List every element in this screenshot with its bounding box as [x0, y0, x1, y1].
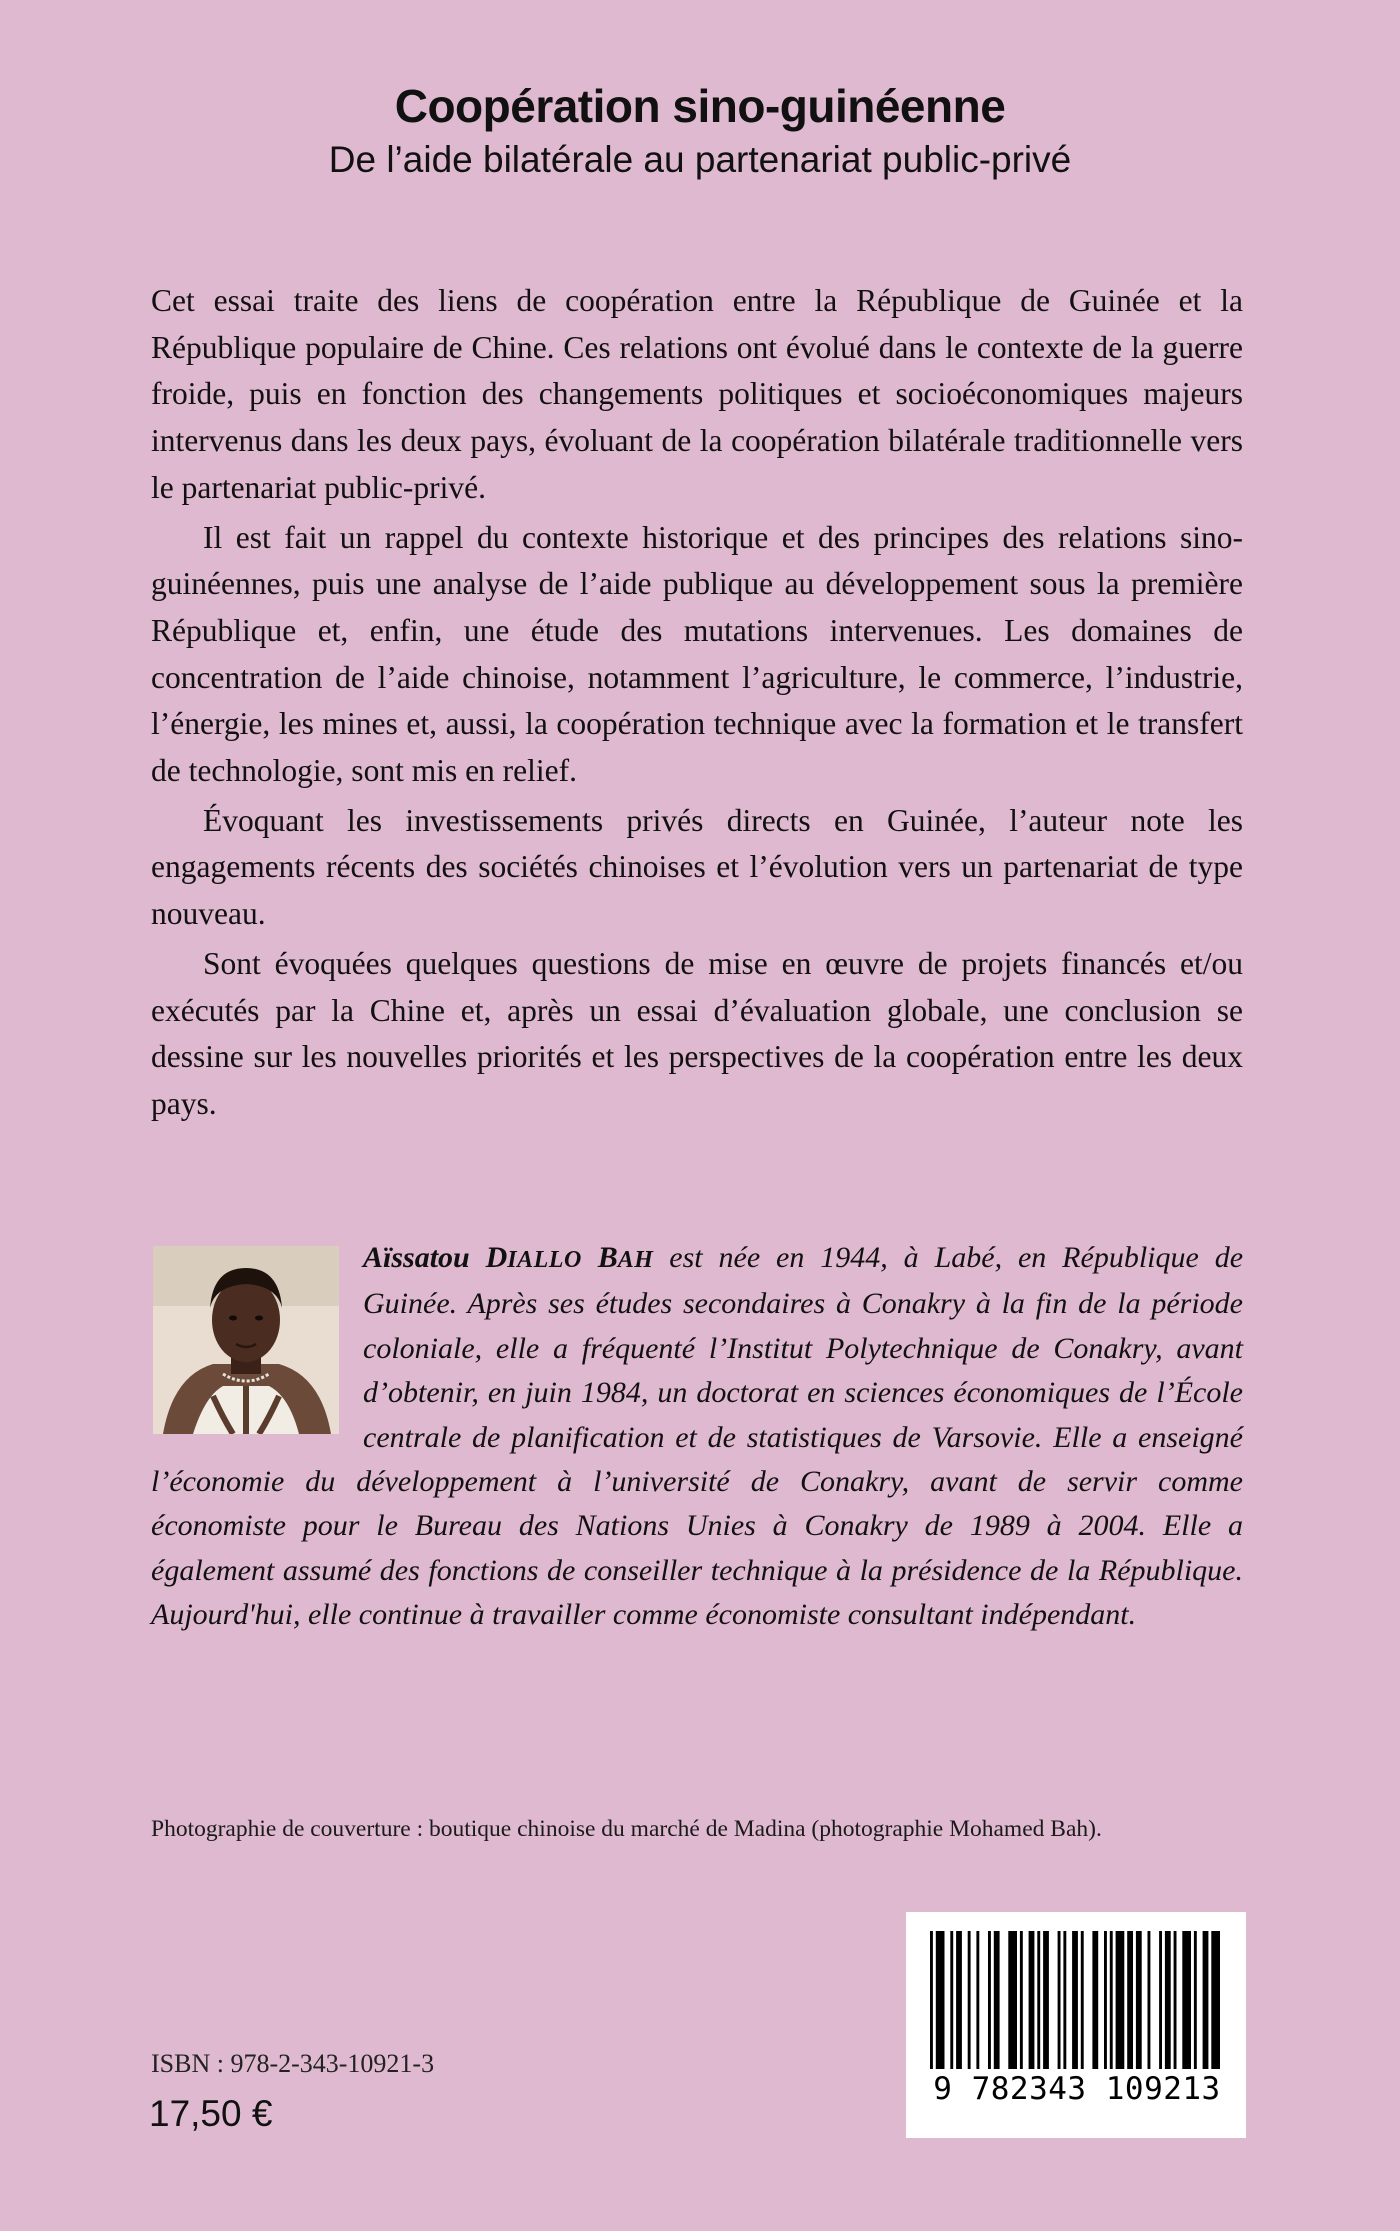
back-cover-blurb — [151, 278, 1243, 1131]
barcode-bar — [936, 1931, 945, 2069]
barcode-digits: 9 782343 109213 — [933, 2071, 1221, 2107]
blurb-paragraph: Il est fait un rappel du contexte historique et des principes des relations sino-guinéennes, puis une analyse de l’aide publique au développement sous la première République et, enfin, une étude des mutations intervenues. Les domaines de concentration de l’aide chinoise, notamment l’agriculture, le commerce, l’industrie, l’énergie, les mines et, aussi, la coopération technique avec la formation et le transfert de technologie, sont mis en relief. — [151, 519, 1243, 789]
barcode-bar — [930, 1931, 933, 2069]
barcode-bar — [956, 1931, 962, 2069]
barcode-bar — [968, 1931, 971, 2069]
photo-credit: Photographie de couverture : boutique chinoise du marché de Madina (photographie Mohamed Bah). — [151, 1816, 1102, 1842]
barcode-bar — [1116, 1931, 1125, 2069]
barcode-icon — [926, 1931, 1226, 2071]
barcode-bar — [1136, 1931, 1142, 2069]
barcode-bar — [1029, 1931, 1035, 2069]
barcode-bar — [988, 1931, 991, 2069]
blurb-paragraph: Cet essai traite des liens de coopération entre la République de Guinée et la République populaire de Chine. Ces relations ont évolué dans le contexte de la guerre froide, puis en fonction des changements politiques et socioéconomiques majeurs intervenus dans les deux pays, évoluant de la coopération bilatérale traditionnelle vers le partenariat public-privé. — [151, 283, 1243, 505]
barcode-bar — [1043, 1931, 1049, 2069]
barcode-bar — [1110, 1931, 1113, 2069]
blurb-paragraph: Sont évoquées quelques questions de mise en œuvre de projets financés et/ou exécutés par la Chine et, après un essai d’évaluation globale, une conclusion se dessine sur les nouvelles priorités et les perspectives de la coopération entre les deux pays. — [151, 945, 1243, 1121]
barcode-bar — [1211, 1931, 1220, 2069]
barcode-bar — [950, 1931, 953, 2069]
author-name: Aïssatou DIALLO BAH — [363, 1241, 654, 1274]
book-subtitle: De l’aide bilatérale au partenariat public-privé — [328, 139, 1072, 180]
barcode-bar — [1174, 1931, 1177, 2069]
barcode-bar — [1008, 1931, 1017, 2069]
price: 17,50 € — [149, 2093, 273, 2134]
barcode-bar — [1182, 1931, 1191, 2069]
barcode-bar — [1159, 1931, 1162, 2069]
barcode-bar — [994, 1931, 1000, 2069]
author-bio — [151, 1236, 1243, 1638]
barcode-bar — [1104, 1931, 1107, 2069]
barcode-bar — [1063, 1931, 1066, 2069]
author-bio-text: est née en 1944, à Labé, en République de Guinée. Après ses études secondaires à Conakry à la fin de la période coloniale, elle a fréquenté l’Institut Polytechnique de Conakry, avant d’obtenir, en juin 1984, un doctorat en sciences économiques de l’École centrale de planification et de statistiques de Varsovie. Elle a enseigné l’économie du développement à l’université de Conakry, avant de servir comme économiste pour le Bureau des Nations Unies à Conakry de 1989 à 2004. Elle a également assumé des fonctions de conseiller technique à la présidence de la République. Aujourd'hui, elle continue à travailler comme économiste consultant indépendant. — [151, 1241, 1244, 1632]
barcode-bar — [1081, 1931, 1084, 2069]
title-block — [0, 78, 1400, 184]
barcode-bar — [1037, 1931, 1040, 2069]
book-title: Coopération sino-guinéenne — [394, 80, 1006, 132]
barcode-bar — [976, 1931, 979, 2069]
author-photo — [153, 1246, 339, 1434]
barcode-bar — [1148, 1931, 1151, 2069]
isbn-barcode — [906, 1912, 1246, 2138]
barcode-bar — [1203, 1931, 1209, 2069]
barcode-bar — [1092, 1931, 1098, 2069]
barcode-bar — [1127, 1931, 1133, 2069]
barcode-bar — [1072, 1931, 1078, 2069]
barcode-bar — [1020, 1931, 1023, 2069]
blurb-paragraph: Évoquant les investissements privés directs en Guinée, l’auteur note les engagements récents des sociétés chinoises et l’évolution vers un partenariat de type nouveau. — [151, 802, 1243, 932]
author-portrait-image — [153, 1246, 339, 1434]
barcode-bar — [1058, 1931, 1061, 2069]
isbn-number: ISBN : 978-2-343-10921-3 — [151, 2049, 435, 2078]
barcode-bar — [1194, 1931, 1197, 2069]
barcode-bar — [1165, 1931, 1171, 2069]
